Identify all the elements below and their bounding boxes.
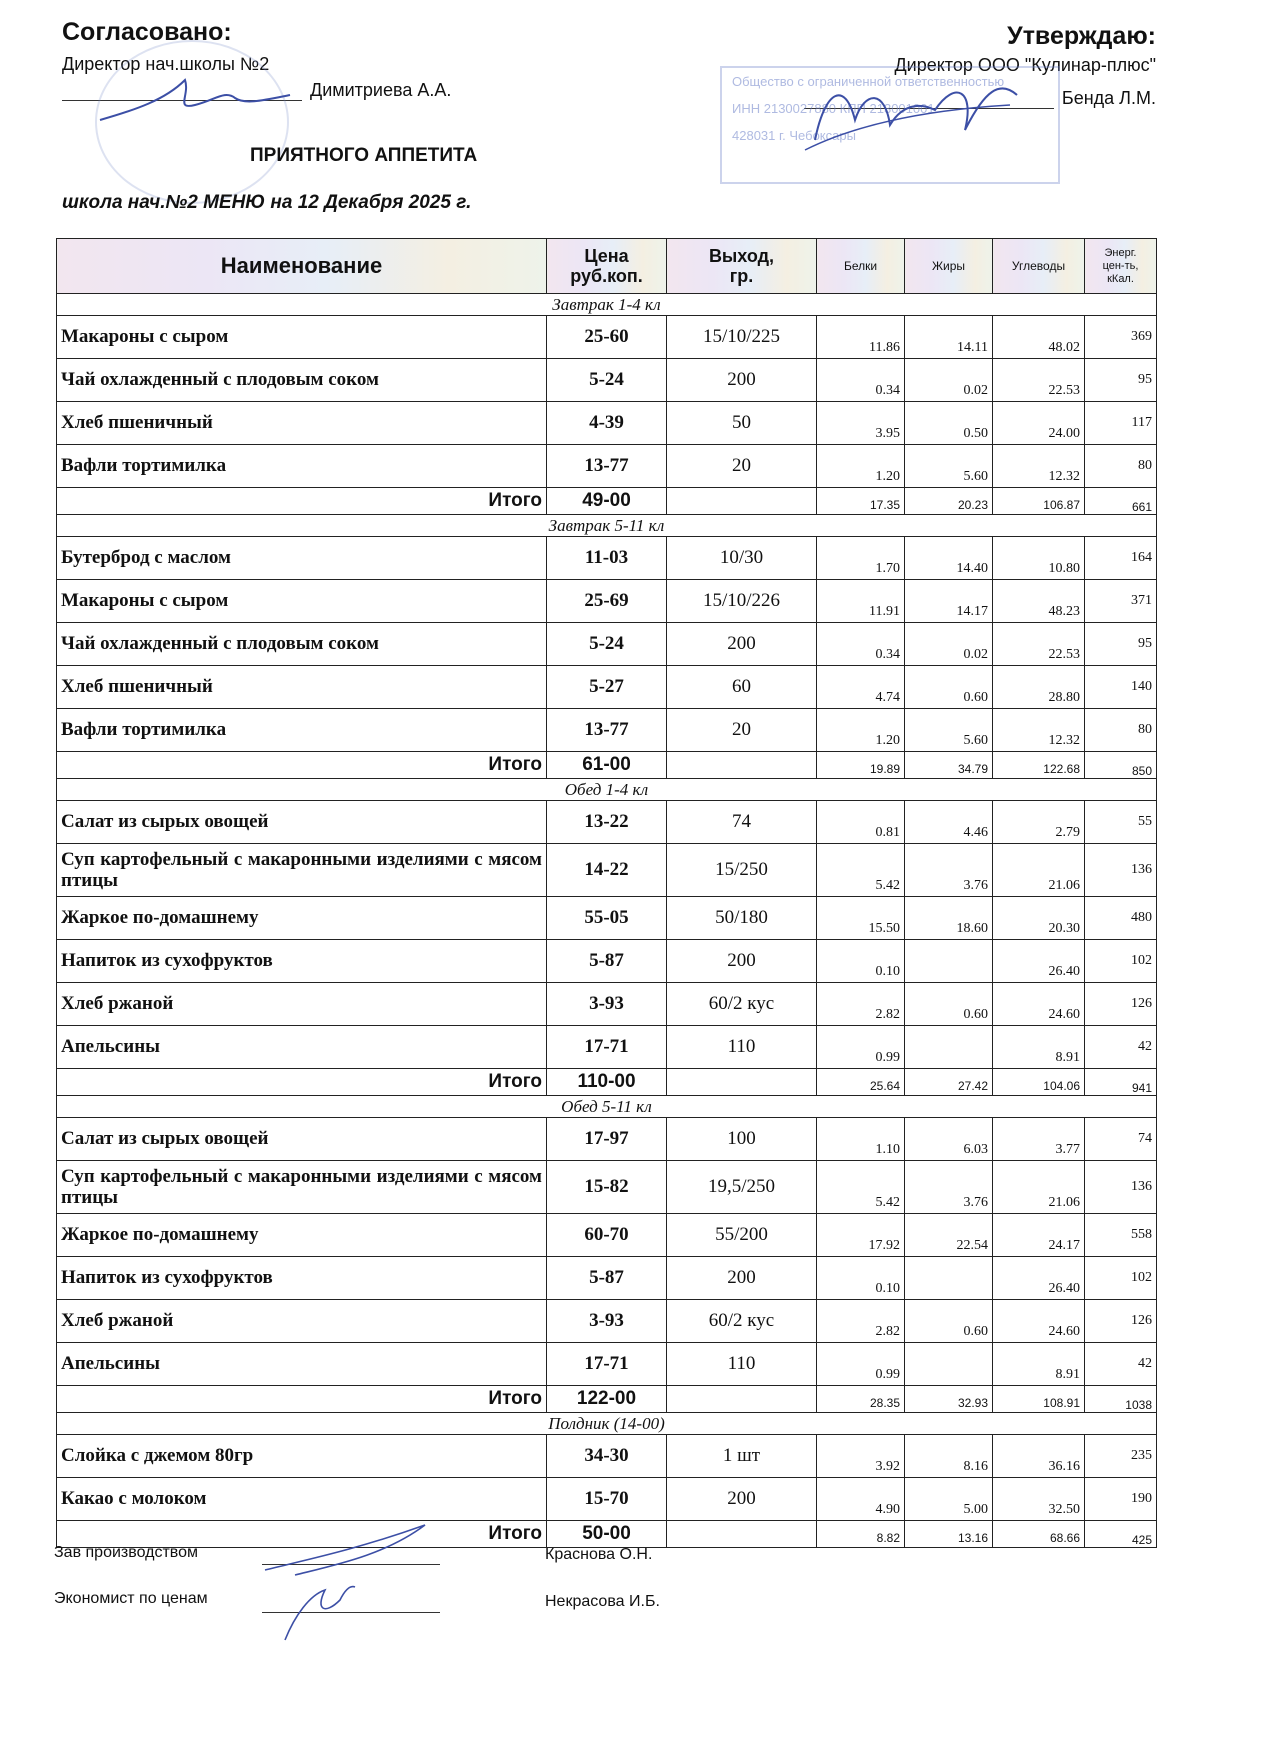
- dish-carbs: 22.53: [993, 623, 1085, 666]
- total-fat: 13.16: [905, 1521, 993, 1548]
- dish-fat: [905, 1026, 993, 1069]
- dish-energy: 480: [1085, 897, 1157, 940]
- dish-protein: 0.10: [817, 1257, 905, 1300]
- dish-fat: 0.60: [905, 983, 993, 1026]
- dish-carbs: 8.91: [993, 1026, 1085, 1069]
- dish-output: 200: [667, 940, 817, 983]
- section-row: [57, 1413, 1157, 1435]
- dish-output: 200: [667, 359, 817, 402]
- dish-carbs: 21.06: [993, 1161, 1085, 1214]
- table-row: [57, 1214, 1157, 1257]
- total-carbs: 68.66: [993, 1521, 1085, 1548]
- dish-price: 34-30: [547, 1435, 667, 1478]
- dish-protein: 0.34: [817, 359, 905, 402]
- dish-fat: 14.17: [905, 580, 993, 623]
- table-row: [57, 623, 1157, 666]
- total-carbs: 122.68: [993, 752, 1085, 779]
- dish-energy: 95: [1085, 359, 1157, 402]
- dish-name: Суп картофельный с макаронными изделиями с мясом птицы: [57, 1161, 547, 1214]
- dish-price: 3-93: [547, 983, 667, 1026]
- table-row: [57, 537, 1157, 580]
- total-protein: 8.82: [817, 1521, 905, 1548]
- dish-fat: [905, 1257, 993, 1300]
- dish-output: 60/2 кус: [667, 1300, 817, 1343]
- dish-name: Салат из сырых овощей: [57, 1118, 547, 1161]
- dish-name: Хлеб ржаной: [57, 1300, 547, 1343]
- table-row: [57, 1435, 1157, 1478]
- dish-energy: 140: [1085, 666, 1157, 709]
- dish-energy: 136: [1085, 844, 1157, 897]
- approved-name: Бенда Л.М.: [1061, 88, 1156, 108]
- table-row: [57, 940, 1157, 983]
- dish-output: 110: [667, 1343, 817, 1386]
- section-title: Обед 1-4 кл: [57, 779, 1157, 801]
- total-output: [667, 752, 817, 779]
- dish-name: Хлеб пшеничный: [57, 666, 547, 709]
- dish-output: 60/2 кус: [667, 983, 817, 1026]
- stamp-line: 428031 г. Чебоксары: [732, 128, 856, 143]
- dish-output: 60: [667, 666, 817, 709]
- dish-protein: 0.99: [817, 1026, 905, 1069]
- dish-carbs: 22.53: [993, 359, 1085, 402]
- dish-carbs: 12.32: [993, 709, 1085, 752]
- dish-name: Салат из сырых овощей: [57, 801, 547, 844]
- dish-price: 5-27: [547, 666, 667, 709]
- dish-output: 15/250: [667, 844, 817, 897]
- dish-price: 15-82: [547, 1161, 667, 1214]
- dish-fat: 6.03: [905, 1118, 993, 1161]
- dish-carbs: 12.32: [993, 445, 1085, 488]
- total-row: [57, 752, 1157, 779]
- table-row: [57, 1300, 1157, 1343]
- table-row: [57, 801, 1157, 844]
- dish-carbs: 24.00: [993, 402, 1085, 445]
- table-row: [57, 1478, 1157, 1521]
- dish-price: 60-70: [547, 1214, 667, 1257]
- dish-fat: 14.40: [905, 537, 993, 580]
- table-row: [57, 1343, 1157, 1386]
- dish-price: 5-24: [547, 359, 667, 402]
- table-row: [57, 983, 1157, 1026]
- stamp-line: Общество с ограниченной ответственностью: [732, 74, 1005, 89]
- dish-price: 17-97: [547, 1118, 667, 1161]
- col-header-price: Цена руб.коп.: [547, 239, 667, 294]
- total-row: [57, 1069, 1157, 1096]
- dish-carbs: 24.60: [993, 1300, 1085, 1343]
- total-energy: 661: [1085, 488, 1157, 515]
- col-header-output: Выход, гр.: [667, 239, 817, 294]
- dish-price: 5-87: [547, 1257, 667, 1300]
- dish-energy: 190: [1085, 1478, 1157, 1521]
- dish-price: 3-93: [547, 1300, 667, 1343]
- total-label: Итого: [57, 1069, 547, 1096]
- dish-fat: 0.60: [905, 1300, 993, 1343]
- dish-protein: 2.82: [817, 983, 905, 1026]
- dish-energy: 42: [1085, 1026, 1157, 1069]
- section-title: Обед 5-11 кл: [57, 1096, 1157, 1118]
- dish-carbs: 48.23: [993, 580, 1085, 623]
- dish-output: 200: [667, 1257, 817, 1300]
- dish-fat: 0.60: [905, 666, 993, 709]
- dish-energy: 95: [1085, 623, 1157, 666]
- approved-title: Утверждаю:: [1007, 22, 1156, 50]
- total-fat: 34.79: [905, 752, 993, 779]
- total-carbs: 106.87: [993, 488, 1085, 515]
- dish-energy: 369: [1085, 316, 1157, 359]
- dish-fat: 0.50: [905, 402, 993, 445]
- dish-fat: 0.02: [905, 359, 993, 402]
- dish-energy: 164: [1085, 537, 1157, 580]
- dish-price: 55-05: [547, 897, 667, 940]
- dish-fat: 5.60: [905, 709, 993, 752]
- dish-energy: 102: [1085, 1257, 1157, 1300]
- col-header-fat: Жиры: [905, 239, 993, 294]
- dish-output: 20: [667, 445, 817, 488]
- table-row: [57, 666, 1157, 709]
- stamp-line: ИНН 2130027880 КПП 213001001: [732, 101, 935, 116]
- menu-subtitle: школа нач.№2 МЕНЮ на 12 Декабря 2025 г.: [62, 192, 472, 213]
- total-protein: 28.35: [817, 1386, 905, 1413]
- dish-price: 13-22: [547, 801, 667, 844]
- dish-price: 13-77: [547, 445, 667, 488]
- section-row: [57, 1096, 1157, 1118]
- dish-fat: 0.02: [905, 623, 993, 666]
- dish-name: Вафли тортимилка: [57, 445, 547, 488]
- dish-name: Вафли тортимилка: [57, 709, 547, 752]
- col-header-energy: Энерг. цен-ть, кКал.: [1085, 239, 1157, 294]
- dish-protein: 1.70: [817, 537, 905, 580]
- dish-price: 17-71: [547, 1343, 667, 1386]
- dish-price: 14-22: [547, 844, 667, 897]
- total-fat: 32.93: [905, 1386, 993, 1413]
- section-title: Завтрак 5-11 кл: [57, 515, 1157, 537]
- dish-price: 25-69: [547, 580, 667, 623]
- dish-energy: 558: [1085, 1214, 1157, 1257]
- dish-output: 110: [667, 1026, 817, 1069]
- total-output: [667, 1386, 817, 1413]
- dish-name: Напиток из сухофруктов: [57, 940, 547, 983]
- signature-footer: [255, 1515, 435, 1645]
- total-protein: 17.35: [817, 488, 905, 515]
- total-row: [57, 1386, 1157, 1413]
- dish-carbs: 36.16: [993, 1435, 1085, 1478]
- total-label: Итого: [57, 488, 547, 515]
- dish-energy: 55: [1085, 801, 1157, 844]
- total-label: Итого: [57, 1521, 547, 1548]
- dish-name: Жаркое по-домашнему: [57, 897, 547, 940]
- dish-name: Чай охлажденный с плодовым соком: [57, 623, 547, 666]
- col-header-name: Наименование: [57, 239, 547, 294]
- section-title: Полдник (14-00): [57, 1413, 1157, 1435]
- dish-protein: 17.92: [817, 1214, 905, 1257]
- table-row: [57, 1161, 1157, 1214]
- dish-protein: 3.95: [817, 402, 905, 445]
- dish-output: 50: [667, 402, 817, 445]
- footer-role-economist: Экономист по ценам: [54, 1590, 208, 1607]
- total-protein: 19.89: [817, 752, 905, 779]
- dish-protein: 3.92: [817, 1435, 905, 1478]
- dish-output: 15/10/226: [667, 580, 817, 623]
- dish-energy: 80: [1085, 445, 1157, 488]
- total-label: Итого: [57, 1386, 547, 1413]
- dish-price: 15-70: [547, 1478, 667, 1521]
- dish-fat: 22.54: [905, 1214, 993, 1257]
- section-row: [57, 779, 1157, 801]
- agreed-name: Димитриева А.А.: [310, 80, 452, 100]
- total-label: Итого: [57, 752, 547, 779]
- agreed-title: Согласовано:: [62, 18, 232, 46]
- dish-price: 5-24: [547, 623, 667, 666]
- total-row: [57, 488, 1157, 515]
- total-fat: 20.23: [905, 488, 993, 515]
- dish-protein: 0.99: [817, 1343, 905, 1386]
- total-output: [667, 488, 817, 515]
- dish-fat: 3.76: [905, 1161, 993, 1214]
- dish-name: Слойка с джемом 80гр: [57, 1435, 547, 1478]
- table-row: [57, 359, 1157, 402]
- table-row: [57, 580, 1157, 623]
- dish-fat: 18.60: [905, 897, 993, 940]
- table-row: [57, 1257, 1157, 1300]
- dish-protein: 1.20: [817, 445, 905, 488]
- dish-energy: 117: [1085, 402, 1157, 445]
- table-row: [57, 844, 1157, 897]
- total-carbs: 104.06: [993, 1069, 1085, 1096]
- dish-output: 200: [667, 623, 817, 666]
- dish-price: 13-77: [547, 709, 667, 752]
- dish-carbs: 3.77: [993, 1118, 1085, 1161]
- dish-carbs: 21.06: [993, 844, 1085, 897]
- total-price: 61-00: [547, 752, 667, 779]
- agreed-position: Директор нач.школы №2: [62, 54, 270, 74]
- dish-protein: 11.86: [817, 316, 905, 359]
- dish-output: 50/180: [667, 897, 817, 940]
- dish-name: Хлеб ржаной: [57, 983, 547, 1026]
- total-energy: 850: [1085, 752, 1157, 779]
- table-row: [57, 316, 1157, 359]
- section-row: [57, 294, 1157, 316]
- dish-fat: 5.00: [905, 1478, 993, 1521]
- dish-carbs: 24.60: [993, 983, 1085, 1026]
- dish-carbs: 26.40: [993, 1257, 1085, 1300]
- dish-protein: 0.10: [817, 940, 905, 983]
- total-output: [667, 1521, 817, 1548]
- total-energy: 425: [1085, 1521, 1157, 1548]
- dish-name: Апельсины: [57, 1026, 547, 1069]
- dish-energy: 126: [1085, 983, 1157, 1026]
- dish-output: 55/200: [667, 1214, 817, 1257]
- total-output: [667, 1069, 817, 1096]
- dish-energy: 371: [1085, 580, 1157, 623]
- total-fat: 27.42: [905, 1069, 993, 1096]
- section-row: [57, 515, 1157, 537]
- dish-output: 200: [667, 1478, 817, 1521]
- table-row: [57, 709, 1157, 752]
- total-energy: 1038: [1085, 1386, 1157, 1413]
- dish-carbs: 24.17: [993, 1214, 1085, 1257]
- dish-fat: 5.60: [905, 445, 993, 488]
- dish-price: 11-03: [547, 537, 667, 580]
- dish-fat: 4.46: [905, 801, 993, 844]
- dish-energy: 235: [1085, 1435, 1157, 1478]
- total-carbs: 108.91: [993, 1386, 1085, 1413]
- dish-carbs: 28.80: [993, 666, 1085, 709]
- total-price: 49-00: [547, 488, 667, 515]
- dish-name: Хлеб пшеничный: [57, 402, 547, 445]
- dish-output: 20: [667, 709, 817, 752]
- dish-protein: 5.42: [817, 844, 905, 897]
- dish-energy: 42: [1085, 1343, 1157, 1386]
- footer-name-production: Краснова О.Н.: [545, 1546, 653, 1563]
- dish-output: 1 шт: [667, 1435, 817, 1478]
- dish-name: Макароны с сыром: [57, 580, 547, 623]
- dish-fat: [905, 940, 993, 983]
- footer-name-economist: Некрасова И.Б.: [545, 1593, 660, 1610]
- total-energy: 941: [1085, 1069, 1157, 1096]
- table-row: [57, 1118, 1157, 1161]
- dish-fat: 3.76: [905, 844, 993, 897]
- dish-carbs: 10.80: [993, 537, 1085, 580]
- col-header-carbs: Углеводы: [993, 239, 1085, 294]
- dish-carbs: 32.50: [993, 1478, 1085, 1521]
- dish-fat: 14.11: [905, 316, 993, 359]
- menu-table: [56, 238, 1157, 1548]
- dish-name: Суп картофельный с макаронными изделиями с мясом птицы: [57, 844, 547, 897]
- dish-protein: 2.82: [817, 1300, 905, 1343]
- signature-left: [95, 70, 295, 130]
- dish-carbs: 2.79: [993, 801, 1085, 844]
- dish-protein: 0.81: [817, 801, 905, 844]
- dish-name: Макароны с сыром: [57, 316, 547, 359]
- dish-energy: 136: [1085, 1161, 1157, 1214]
- dish-carbs: 8.91: [993, 1343, 1085, 1386]
- dish-protein: 1.20: [817, 709, 905, 752]
- dish-name: Жаркое по-домашнему: [57, 1214, 547, 1257]
- col-header-protein: Белки: [817, 239, 905, 294]
- total-protein: 25.64: [817, 1069, 905, 1096]
- table-row: [57, 897, 1157, 940]
- dish-price: 4-39: [547, 402, 667, 445]
- dish-carbs: 26.40: [993, 940, 1085, 983]
- table-row: [57, 402, 1157, 445]
- page-heading: ПРИЯТНОГО АППЕТИТА: [250, 145, 478, 166]
- dish-price: 25-60: [547, 316, 667, 359]
- dish-name: Апельсины: [57, 1343, 547, 1386]
- dish-output: 15/10/225: [667, 316, 817, 359]
- dish-output: 19,5/250: [667, 1161, 817, 1214]
- dish-price: 17-71: [547, 1026, 667, 1069]
- total-price: 122-00: [547, 1386, 667, 1413]
- dish-name: Напиток из сухофруктов: [57, 1257, 547, 1300]
- total-row: [57, 1521, 1157, 1548]
- total-price: 50-00: [547, 1521, 667, 1548]
- approved-position: Директор ООО "Кулинар-плюс": [894, 55, 1156, 75]
- dish-protein: 4.74: [817, 666, 905, 709]
- dish-fat: [905, 1343, 993, 1386]
- section-title: Завтрак 1-4 кл: [57, 294, 1157, 316]
- dish-protein: 5.42: [817, 1161, 905, 1214]
- dish-name: Чай охлажденный с плодовым соком: [57, 359, 547, 402]
- dish-energy: 80: [1085, 709, 1157, 752]
- dish-price: 5-87: [547, 940, 667, 983]
- dish-protein: 4.90: [817, 1478, 905, 1521]
- dish-energy: 74: [1085, 1118, 1157, 1161]
- dish-protein: 15.50: [817, 897, 905, 940]
- table-header-row: [57, 239, 1157, 294]
- dish-protein: 0.34: [817, 623, 905, 666]
- dish-fat: 8.16: [905, 1435, 993, 1478]
- dish-name: Какао с молоком: [57, 1478, 547, 1521]
- dish-carbs: 20.30: [993, 897, 1085, 940]
- dish-output: 100: [667, 1118, 817, 1161]
- signature-right: [795, 50, 1025, 160]
- dish-energy: 102: [1085, 940, 1157, 983]
- table-row: [57, 445, 1157, 488]
- dish-protein: 1.10: [817, 1118, 905, 1161]
- dish-output: 10/30: [667, 537, 817, 580]
- table-row: [57, 1026, 1157, 1069]
- dish-protein: 11.91: [817, 580, 905, 623]
- menu-body: [57, 294, 1157, 1548]
- dish-output: 74: [667, 801, 817, 844]
- dish-energy: 126: [1085, 1300, 1157, 1343]
- dish-carbs: 48.02: [993, 316, 1085, 359]
- footer-role-production: Зав производством: [54, 1544, 198, 1561]
- total-price: 110-00: [547, 1069, 667, 1096]
- dish-name: Бутерброд с маслом: [57, 537, 547, 580]
